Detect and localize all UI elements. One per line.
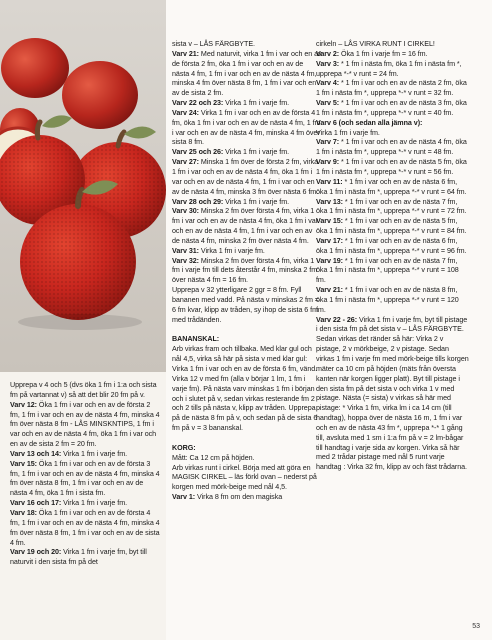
- instruction-paragraph: [316, 178, 469, 198]
- section-heading: BANANSKAL:: [172, 335, 220, 344]
- instruction-text: Öka 1 fm i var och en av de första 4 fm, 1 fm i var och en av de nästa 4 fm, minska 4 fm över nästa 8 fm, 1 fm i var och en av de sista 4 fm.: [10, 508, 160, 547]
- section-heading: KORG:: [172, 443, 196, 452]
- instruction-paragraph: [172, 454, 322, 464]
- instruction-text: cirkeln – LÅS VIRKA RUNT I CIRKEL!: [316, 40, 435, 48]
- instruction-text: * 1 fm i var och en av de nästa 3 fm, öka 1 fm i nästa fm *, upprepa *-* v runt = 40 fm.: [316, 99, 467, 117]
- instruction-text: Virka 1 fm i varje fm, byt till pistage i den sista fm på det sista v – LÅS FÄRGBYTE.: [316, 315, 468, 334]
- round-label: Varv 7:: [316, 138, 340, 147]
- instruction-paragraph: [172, 247, 322, 257]
- round-label: Varv 27:: [172, 158, 199, 167]
- instruction-paragraph: [316, 129, 469, 139]
- round-label: Varv 22 och 23:: [172, 99, 224, 108]
- instruction-text: Virka 8 fm om den magiska: [195, 493, 283, 502]
- instruction-text: Sedan virkas det ränder så här: Virka 2 v pistage, 2 v mörkbeige, 2 v pistage. Sedan virkas 1 fm i varje fm med mörk-beige tills korgen mäter ca 10 cm på höjden (mäts från översta kanten när korgen ligger platt). Byt till pistage i den sista fm på det sista v och virka 1 v med pistage. Nästa (= sista) v virkas så här med pistage: * Virka 1 fm, virka lm i ca 14 cm (till handtag), hoppa över de nästa 16 m, 1 fm i var och en av de nästa 43 fm *, upprepa *-* 1 gång till, avsluta med 1 sm i 1:a fm på v = 2 lm-bågar till handtag i varje sida av korgen. Virka så här med 2 trådar pistage med nål 5 runt varje handtag : Virka 32 fm, klipp av och fäst trådarna.: [316, 335, 469, 472]
- instruction-text: Minska 2 fm över första 4 fm, virka 1 fm i varje fm till dets återstår 4 fm, minska 2 fm över nästa 4 fm = 16 fm.: [172, 256, 318, 285]
- instruction-text: Virka 1 fm i var och en av de första 4 fm, öka 1 fm i var och en av de nästa 4 fm, 1 fm i var och en av de nästa 4 fm, minska 4 fm över sista 8 fm.: [172, 108, 321, 147]
- instruction-text: sista v – LÅS FÄRGBYTE.: [172, 40, 255, 48]
- instruction-paragraph: [10, 460, 160, 499]
- round-label: Varv 31:: [172, 246, 199, 255]
- instruction-paragraph: [172, 99, 322, 109]
- instruction-text: Virka 1 fm i varje fm.: [223, 148, 290, 157]
- real-apple: [1, 38, 69, 98]
- apples-illustration: [0, 0, 166, 372]
- round-label: Varv 19:: [316, 256, 343, 265]
- round-label: Varv 21:: [172, 49, 199, 58]
- round-label: Varv 1:: [172, 493, 196, 502]
- round-label: Varv 15:: [10, 459, 37, 468]
- instruction-paragraph: [316, 257, 469, 287]
- round-label: Varv 25 och 26:: [172, 148, 224, 157]
- instruction-paragraph: [10, 450, 160, 460]
- instruction-text: Med naturvit, virka 1 fm i var och en av de första 2 fm, öka 1 fm i var och en av de nästa 4 fm, 1 fm i var och en av de nästa 4 fm, minska 4 fm över nästa 8 fm, 1 fm i var och en av de sista 2 fm.: [172, 49, 322, 98]
- instruction-paragraph: [10, 381, 160, 401]
- instruction-paragraph: [316, 138, 469, 158]
- instruction-text: * 1 fm i var och en av de nästa 6 fm, öka 1 fm i nästa fm *, upprepa *-* v runt = 64 fm.: [316, 177, 467, 196]
- instruction-text: * 1 fm i var och en av de nästa 5 fm, öka 1 fm i nästa fm *, upprepa *-* v runt = 84 fm.: [316, 217, 467, 236]
- instruction-paragraph: [10, 499, 160, 509]
- paragraph-gap: [172, 434, 322, 444]
- instruction-text: * 1 fm i var och en av de nästa 5 fm, öka 1 fm i nästa fm *, upprepa *-* v runt = 56 fm.: [316, 158, 467, 176]
- instruction-text: Mått: Ca 12 cm på höjden.: [172, 453, 255, 462]
- instruction-paragraph: [316, 316, 469, 336]
- instruction-text: Öka 1 fm i varje fm = 16 fm.: [339, 49, 428, 58]
- instruction-text: * 1 fm i var och en av de nästa 4 fm, öka 1 fm i nästa fm *, upprepa *-* v runt = 48 fm.: [316, 138, 467, 157]
- paragraph-gap: [172, 325, 322, 335]
- instruction-text: Virka 1 fm i varje fm.: [316, 128, 380, 137]
- instruction-text: Virka 1 fm i varje fm.: [61, 499, 128, 508]
- instruction-paragraph: [172, 257, 322, 287]
- instruction-text: * 1 fm i var och en av de nästa 7 fm, öka 1 fm i nästa fm *, upprepa *-* v runt = 72 fm.: [316, 197, 467, 216]
- instruction-paragraph: [316, 40, 469, 50]
- round-label: Varv 28 och 29:: [172, 197, 224, 206]
- round-label: Varv 30:: [172, 207, 199, 216]
- round-label: Varv 22 - 26:: [316, 315, 358, 324]
- round-label: Varv 15:: [316, 217, 343, 226]
- instruction-paragraph: [10, 401, 160, 450]
- section-heading: Varv 6 (och sedan alla jämna v):: [316, 118, 423, 127]
- instruction-paragraph: [316, 335, 469, 473]
- round-label: Varv 11:: [316, 177, 343, 186]
- round-label: Varv 17:: [316, 236, 343, 245]
- instruction-paragraph: [172, 40, 322, 50]
- instruction-text: Virka 1 fm i varje fm.: [223, 197, 290, 206]
- round-label: Varv 16 och 17:: [10, 499, 62, 508]
- instruction-paragraph: [316, 60, 469, 80]
- instruction-text: Minska 1 fm över de första 2 fm, virka 1 fm i var och en av de nästa 4 fm, öka 1 fm i var och en av de nästa 4 fm, 1 fm i var och en av de nästa 4 fm, minska 3 fm över nästa 6 fm.: [172, 158, 319, 196]
- text-column-1: [10, 381, 160, 568]
- instruction-text: Virka 1 fm i varje fm.: [223, 99, 290, 108]
- round-label: Varv 24:: [172, 108, 199, 117]
- instruction-paragraph: [316, 99, 469, 119]
- instruction-paragraph: [172, 109, 322, 148]
- instruction-text: * 1 fm i nästa fm, öka 1 fm i nästa fm *, upprepa *-* v runt = 24 fm.: [316, 59, 462, 78]
- instruction-paragraph: [316, 158, 469, 178]
- instruction-text: Öka 1 fm i var och en av de första 2 fm, 1 fm i var och en av de nästa 4 fm, minska 4 fm över nästa 8 fm - LÅS MINSKNTIPS, 1 fm i var och en av de nästa 4 fm, öka 1 fm i var och en av de sista 2 fm = 20 fm.: [10, 400, 160, 449]
- instruction-paragraph: [172, 50, 322, 99]
- instruction-text: Virka 1 fm i varje fm.: [61, 449, 128, 458]
- instruction-paragraph: [172, 493, 322, 503]
- round-label: Varv 32:: [172, 256, 199, 265]
- instruction-text: * 1 fm i var och en av de nästa 6 fm, öka 1 fm i nästa fm *, upprepa *-* v runt = 96 fm.: [316, 236, 467, 255]
- page-number: 53: [472, 623, 480, 630]
- instruction-text: Upprepa v 32 ytterligare 2 ggr = 8 fm. Fyll bananen med vadd. På nästa v minskas 2 fm = 6 fm kvar, klipp av tråden, sy ihop de sista 6 fm med trådänden.: [172, 286, 319, 324]
- round-label: Varv 19 och 20:: [10, 548, 62, 557]
- instruction-paragraph: [316, 198, 469, 218]
- round-label: Varv 18:: [10, 508, 37, 517]
- instruction-paragraph: [10, 509, 160, 548]
- instruction-paragraph: [172, 207, 322, 246]
- instruction-paragraph: [172, 158, 322, 197]
- instruction-paragraph: [316, 79, 469, 99]
- instruction-text: Öka 1 fm i var och en av de första 3 fm, 1 fm i var och en av de nästa 4 fm, minska 4 fm över nästa 8 fm, 1 fm i var och en av de nästa 4 fm, öka 1 fm i sista fm.: [10, 459, 160, 498]
- instruction-text: Minska 2 fm över första 4 fm, virka 1 fm i var och en av de nästa 4 fm, öka 1 fm i var och en av de nästa 4 fm, 1 fm i var och en av de nästa 4 fm, minska 2 fm över nästa 4 fm.: [172, 207, 319, 245]
- round-label: Varv 21:: [316, 286, 343, 295]
- round-label: Varv 4:: [316, 79, 340, 88]
- instruction-paragraph: [172, 198, 322, 208]
- instruction-paragraph: [316, 217, 469, 237]
- instruction-text: Virka 1 fm i varje fm.: [199, 246, 265, 255]
- text-column-2: [172, 40, 322, 503]
- instruction-paragraph: [172, 148, 322, 158]
- round-label: Varv 13:: [316, 197, 343, 206]
- text-column-3: [316, 40, 469, 473]
- round-label: Varv 2:: [316, 49, 340, 58]
- instruction-paragraph: [316, 237, 469, 257]
- round-label: Varv 9:: [316, 158, 340, 167]
- round-label: Varv 13 och 14:: [10, 449, 62, 458]
- instruction-paragraph: [172, 345, 322, 434]
- instruction-paragraph: [10, 548, 160, 568]
- instruction-text: Virka 1 fm i varje fm, byt till naturvit i den sista fm på det: [10, 548, 147, 567]
- instruction-paragraph: [316, 286, 469, 316]
- instruction-paragraph: [172, 286, 322, 325]
- instruction-text: * 1 fm i var och en av de nästa 8 fm, öka 1 fm i nästa fm *, upprepa *-* v runt = 120 fm.: [316, 286, 459, 314]
- round-label: Varv 3:: [316, 59, 340, 68]
- real-apple: [62, 61, 138, 129]
- instruction-text: Arb virkas runt i cirkel. Börja med att göra en MAGISK CIRKEL – läs förkl ovan – nederst på korgen med mörk-beige med nål 4,5.: [172, 463, 317, 492]
- round-label: Varv 5:: [316, 99, 340, 108]
- instruction-text: * 1 fm i var och en av de nästa 2 fm, öka 1 fm i nästa fm *, upprepa *-* v runt = 32 fm.: [316, 79, 467, 98]
- crochet-apples-photo: [0, 0, 166, 372]
- instruction-paragraph: [316, 50, 469, 60]
- instruction-text: Upprepa v 4 och 5 (dvs öka 1 fm i 1:a och sista fm på vartannat v) så att det blir 20 fm på v.: [10, 381, 157, 399]
- round-label: Varv 12:: [10, 400, 37, 409]
- instruction-text: Arb virkas fram och tillbaka. Med klar gul och nål 4,5, virka så här på sista v med klar gul: Virka 1 fm i var och en av de första 6 fm, vänd. Virka 12 v med fm (alla v börjar 1 lm, 1 fm i varje fm). På nästa varv minskas 1 fm i början och i slutet på v, sedan virkas resterande fm 2 och 2 tills på nästa v, klipp av tråden. Upprepa på de nästa 8 fm på v, och sedan på de sista 6 fm på v = 3 bananskal.: [172, 345, 318, 433]
- instruction-text: * 1 fm i var och en av de nästa 7 fm, öka 1 fm i nästa fm *, upprepa *-* v runt = 108 fm.: [316, 256, 459, 285]
- instruction-paragraph: [172, 464, 322, 494]
